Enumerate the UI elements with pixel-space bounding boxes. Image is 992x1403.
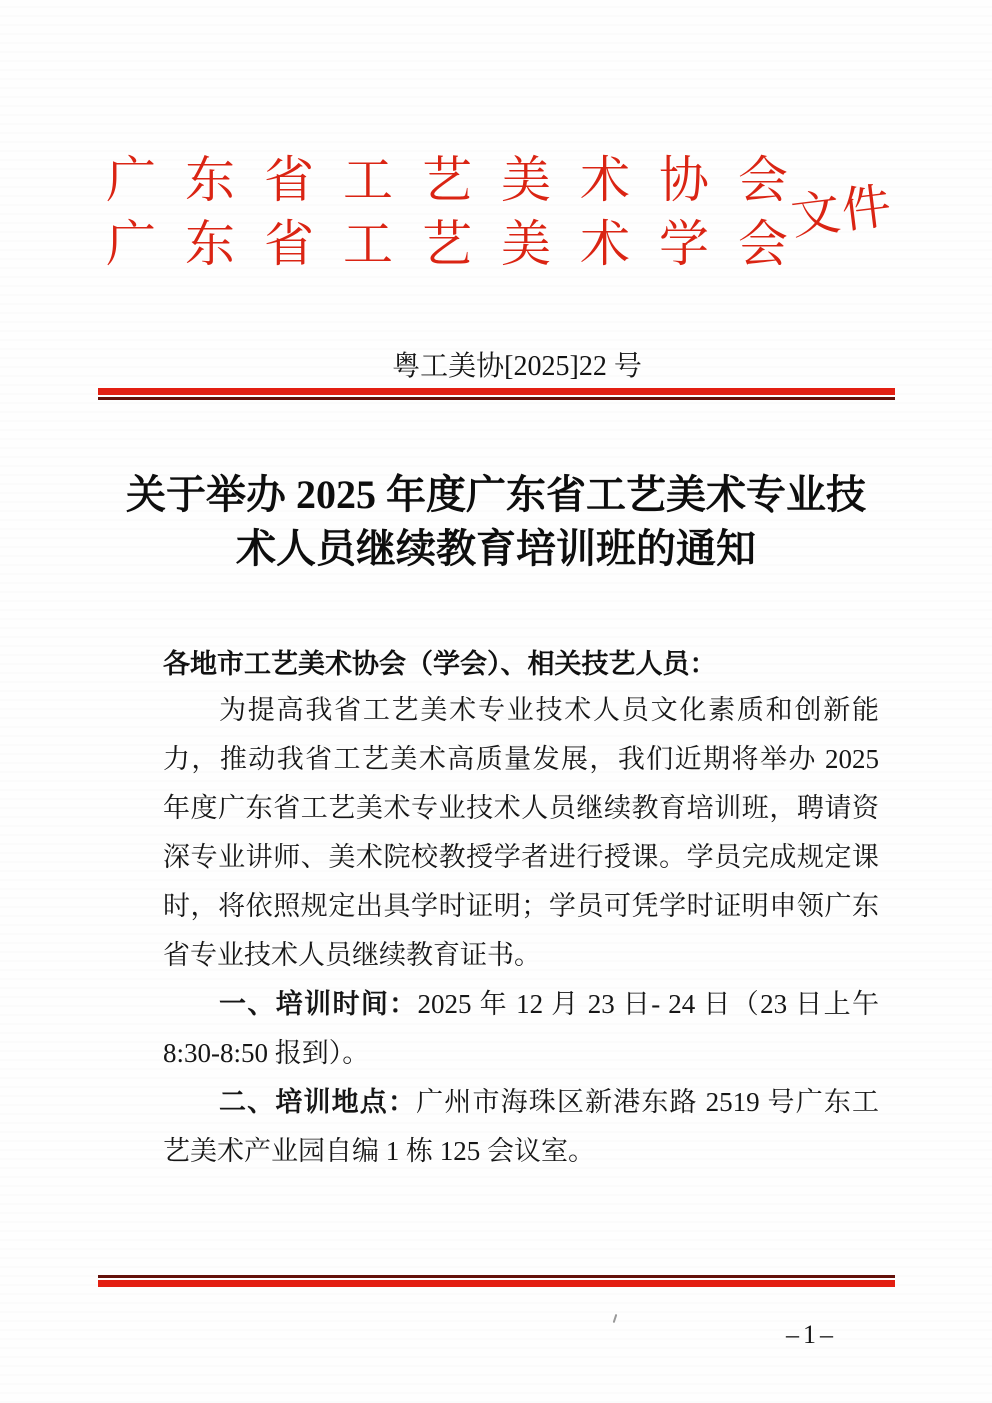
section-2-line-1 — [163, 1078, 879, 1127]
section-1-line-1 — [163, 980, 879, 1029]
header-rule-thick — [98, 388, 895, 395]
body-line: 力，推动我省工艺美术高质量发展，我们近期将举办 2025 — [163, 744, 879, 774]
scan-speck — [613, 1314, 618, 1323]
footer-rule-thin — [98, 1275, 895, 1278]
notice-title — [96, 468, 896, 576]
section-2-line-2: 艺美术产业园自编 1 栋 125 会议室。 — [163, 1136, 595, 1166]
footer-rule-thick — [98, 1280, 895, 1287]
document-word-label: 文件 — [787, 177, 896, 246]
org-name-line-1: 广 东 省 工 艺 美 术 协 会 — [106, 152, 788, 208]
section-2-label: 二、培训地点： — [219, 1087, 417, 1117]
org-name-line-2: 广 东 省 工 艺 美 术 学 会 — [106, 216, 788, 272]
section-1-text: 2025 年 12 月 23 日- 24 日（23 日上午 — [417, 989, 879, 1019]
section-1-label: 一、培训时间： — [219, 989, 418, 1019]
body-line: 年度广东省工艺美术专业技术人员继续教育培训班，聘请资 — [163, 793, 879, 823]
reference-number: 粤工美协[2025]22 号 — [392, 351, 642, 382]
salutation: 各地市工艺美术协会（学会）、相关技艺人员： — [163, 649, 717, 679]
section-1-line-2: 8:30-8:50 报到）。 — [163, 1038, 370, 1068]
body-line: 深专业讲师、美术院校教授学者进行授课。学员完成规定课 — [163, 842, 879, 872]
body-line: 时，将依照规定出具学时证明；学员可凭学时证明申领广东 — [163, 891, 879, 921]
section-2-text: 广州市海珠区新港东路 2519 号广东工 — [416, 1087, 879, 1117]
header-rule-thin — [98, 397, 895, 400]
notice-title-line-2: 术人员继续教育培训班的通知 — [236, 526, 756, 571]
body-line: 为提高我省工艺美术专业技术人员文化素质和创新能 — [219, 695, 879, 725]
notice-body — [163, 686, 879, 1176]
page-number: –1– — [786, 1320, 837, 1349]
body-line: 省专业技术人员继续教育证书。 — [163, 940, 541, 970]
notice-title-line-1: 关于举办 2025 年度广东省工艺美术专业技 — [126, 472, 866, 517]
